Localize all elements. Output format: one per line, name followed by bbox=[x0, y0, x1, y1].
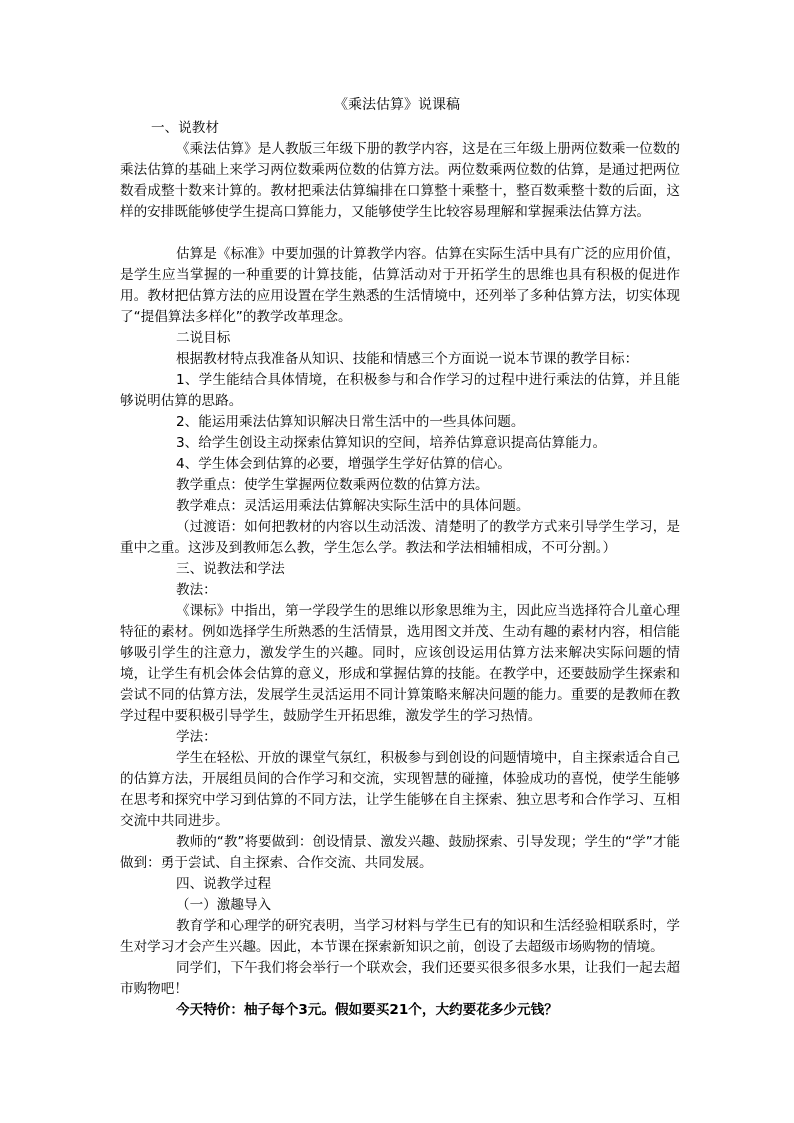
goal-item-4: 4、学生体会到估算的必要，增强学生学好估算的信心。 bbox=[176, 456, 511, 472]
process-paragraph-3: 今天特价：柚子每个3元。假如要买21个，大约要花多少元钱？ bbox=[176, 1002, 558, 1018]
teaching-method-paragraph: 《课标》中指出，第一学段学生的思维以形象思维为主，因此应当选择符合儿童心理特征的素材。例如选择学生所熟悉的生活情景，选用图文并茂、生动有趣的素材内容，相信能够吸引学生的注意力，激发学生的兴趣。同时，应该创设运用估算方法来解决实际问题的情境，让学生有机会体会估算的意义，形成和掌握估算的技能。在教学中，还要鼓励学生探索和尝试不同的估算方法，发展学生灵活运用不同计算策略来解决问题的能力。重要的是教师在教学过程中要积极引导学生，鼓励学生开拓思维，激发学生的学习热情。 bbox=[120, 603, 680, 724]
teaching-difficulty: 教学难点：灵活运用乘法估算解决实际生活中的具体问题。 bbox=[176, 498, 530, 514]
transition-note: （过渡语：如何把教材的内容以生动活泼、清楚明了的教学方式来引导学生学习，是重中之重。这涉及到教师怎么教，学生怎么学。教法和学法相辅相成，不可分割。） bbox=[120, 519, 680, 556]
heading-section-3: 三、说教法和学法 bbox=[176, 561, 285, 577]
goals-intro: 根据教材特点我准备从知识、技能和情感三个方面说一说本节课的教学目标： bbox=[176, 351, 639, 367]
learning-method-paragraph: 学生在轻松、开放的课堂气氛红，积极参与到创设的问题情境中，自主探索适合自己的估算方法，开展组员间的合作学习和交流，实现智慧的碰撞，体验成功的喜悦，使学生能够在思考和探究中学习到估算的不同方法，让学生能够在自主探索、独立思考和合作学习、互相交流中共同进步。 bbox=[120, 750, 680, 829]
teacher-student-roles: 教师的“教”将要做到：创设情景、激发兴趣、鼓励探索、引导发现；学生的“学”才能做到：勇于尝试、自主探索、合作交流、共同发展。 bbox=[120, 834, 680, 871]
goal-item-3: 3、给学生创设主动探索估算知识的空间，培养估算意识提高估算能力。 bbox=[176, 435, 607, 451]
process-paragraph-1: 教育学和心理学的研究表明，当学习材料与学生已有的知识和生活经验相联系时，学生对学习才会产生兴趣。因此，本节课在探索新知识之前，创设了去超级市场购物的情境。 bbox=[120, 918, 680, 955]
subheading-interest-intro: （一）激趣导入 bbox=[176, 897, 272, 913]
learning-method-label: 学法： bbox=[176, 729, 217, 745]
teaching-method-label: 教法： bbox=[176, 582, 217, 598]
paragraph-textbook-1: 《乘法估算》是人教版三年级下册的教学内容，这是在三年级上册两位数乘一位数的乘法估算的基础上来学习两位数乘两位数的估算方法。两位数乘两位数的估算，是通过把两位数看成整十数来计算的。教材把乘法估算编排在口算整十乘整十，整百数乘整十数的后面，这样的安排既能够使学生提高口算能力，又能够使学生比较容易理解和掌握乘法估算方法。 bbox=[120, 141, 680, 220]
goal-item-1: 1、学生能结合具体情境，在积极参与和合作学习的过程中进行乘法的估算，并且能够说明估算的思路。 bbox=[120, 372, 680, 409]
heading-section-2: 二说目标 bbox=[176, 330, 231, 346]
goal-item-2: 2、能运用乘法估算知识解决日常生活中的一些具体问题。 bbox=[176, 414, 525, 430]
process-paragraph-2: 同学们，下午我们将会举行一个联欢会，我们还要买很多很多水果，让我们一起去超市购物吧！ bbox=[120, 960, 680, 997]
document-title: 《乘法估算》说课稿 bbox=[334, 97, 460, 113]
paragraph-textbook-2: 估算是《标准》中要加强的计算教学内容。估算在实际生活中具有广泛的应用价值，是学生应当掌握的一种重要的计算技能，估算活动对于开拓学生的思维也具有积极的促进作用。教材把估算方法的应用设置在学生熟悉的生活情境中，还列举了多种估算方法，切实体现了“提倡算法多样化”的教学改革理念。 bbox=[120, 246, 680, 325]
teaching-key-point: 教学重点：使学生掌握两位数乘两位数的估算方法。 bbox=[176, 477, 489, 493]
heading-section-1: 一、说教材 bbox=[151, 120, 219, 136]
heading-section-4: 四、说教学过程 bbox=[176, 876, 272, 892]
